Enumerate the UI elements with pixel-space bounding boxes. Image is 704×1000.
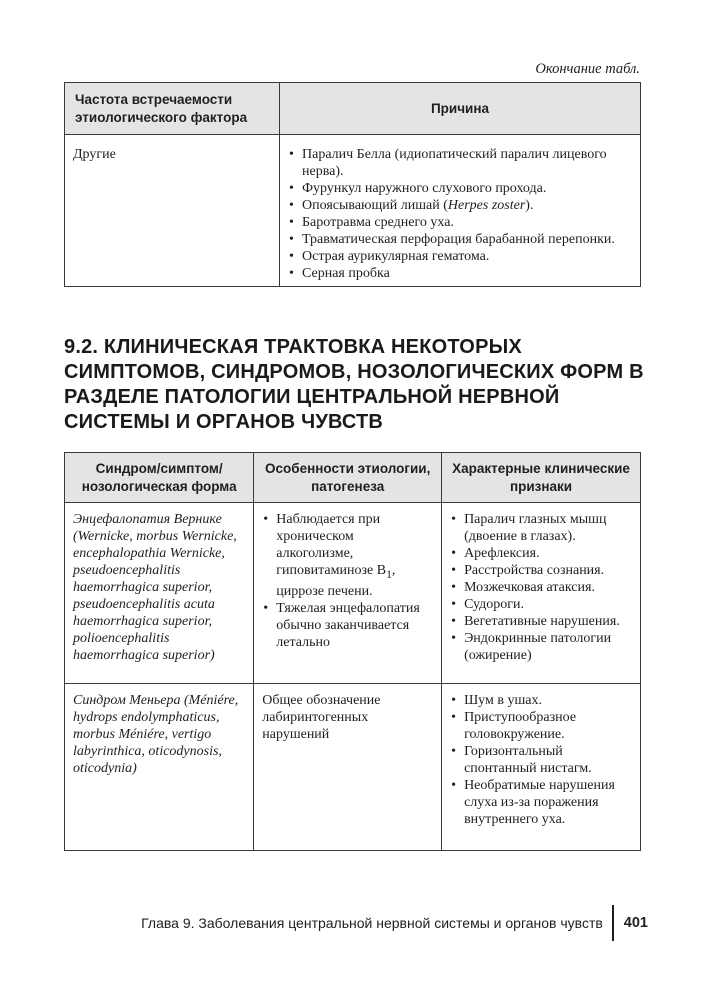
syndromes-table: [64, 452, 641, 851]
list-item: • Расстройства сознания.: [450, 562, 632, 579]
subscript: 1: [386, 567, 392, 581]
column-header-frequency: Частота встречаемости этиологического фактора: [65, 83, 280, 135]
table-header-row: [65, 83, 641, 135]
etiology-list: [262, 511, 433, 651]
list-item: • Шум в ушах.: [450, 692, 632, 709]
table-row: [65, 684, 641, 851]
causes-list: [288, 146, 632, 282]
etiology-cell: [254, 503, 442, 684]
list-item: • Паралич глазных мышц (двоение в глазах).: [450, 511, 632, 545]
list-item: • Тяжелая энцефалопатия обычно заканчивается летально: [262, 600, 433, 651]
list-item: • Арефлексия.: [450, 545, 632, 562]
list-item: [262, 511, 433, 600]
list-item: • Приступообразное головокружение.: [450, 709, 632, 743]
signs-cell: [442, 684, 641, 851]
table-row: [65, 503, 641, 684]
list-item-text: Опоясывающий лишай (: [302, 198, 448, 213]
latin-term: Herpes zoster: [447, 198, 526, 213]
column-header-cause: Причина: [280, 83, 641, 135]
list-item: • Травматическая перфорация барабанной перепонки.: [288, 231, 632, 248]
syndrome-cell: Энцефалопатия Вернике (Wernicke, morbus Wernicke, encephalopathia Wernicke, pseudoencephalitis haemorrhagica superior, pseudoencephalitis acuta haemorrhagica superior, polioencephalitis haemorrhagica superior): [65, 503, 254, 684]
table-header-row: [65, 453, 641, 503]
list-item-text-tail: ).: [525, 198, 534, 213]
list-item-text-tail: , циррозе печени.: [276, 563, 396, 599]
list-item: • Паралич Белла (идиопатический паралич лицевого нерва).: [288, 146, 632, 180]
list-item-text: Наблюдается при хроническом алкоголизме, гиповитаминозе B: [276, 512, 387, 578]
frequency-cell: Другие: [65, 135, 280, 287]
list-item: • Горизонтальный спонтанный нистагм.: [450, 743, 632, 777]
list-item: • Фурункул наружного слухового прохода.: [288, 180, 632, 197]
list-item: • Судороги.: [450, 596, 632, 613]
column-header-signs: Характерные клинические признаки: [442, 453, 641, 503]
column-header-syndrome: Синдром/симптом/ нозологическая форма: [65, 453, 254, 503]
signs-list: [450, 692, 632, 828]
footer-divider: [612, 905, 614, 941]
causes-cell: [280, 135, 641, 287]
page-number: 401: [623, 915, 648, 931]
list-item: • Баротравма среднего уха.: [288, 214, 632, 231]
signs-list: [450, 511, 632, 664]
etiology-cell: Общее обозначение лабиринтогенных нарушений: [254, 684, 442, 851]
causes-table: [64, 82, 641, 287]
table-row: [65, 135, 641, 287]
list-item: • Острая аурикулярная гематома.: [288, 248, 632, 265]
list-item: • Серная пробка: [288, 265, 632, 282]
section-title: 9.2. КЛИНИЧЕСКАЯ ТРАКТОВКА НЕКОТОРЫХ СИМПТОМОВ, СИНДРОМОВ, НОЗОЛОГИЧЕСКИХ ФОРМ В РАЗДЕЛЕ ПАТОЛОГИИ ЦЕНТРАЛЬНОЙ НЕРВНОЙ СИСТЕМЫ И ОРГАНОВ ЧУВСТВ: [64, 336, 644, 433]
list-item: • Вегетативные нарушения.: [450, 613, 632, 630]
list-item: [288, 197, 632, 214]
list-item: • Эндокринные патологии (ожирение): [450, 630, 632, 664]
column-header-etiology: Особенности этиологии, патогенеза: [254, 453, 442, 503]
syndrome-cell: Синдром Меньера (Méniére, hydrops endolymphaticus, morbus Méniére, vertigo labyrinthica, oticodynosis, oticodynia): [65, 684, 254, 851]
signs-cell: [442, 503, 641, 684]
list-item: • Мозжечковая атаксия.: [450, 579, 632, 596]
chapter-title: Глава 9. Заболевания центральной нервной системы и органов чувств: [141, 915, 603, 931]
page-footer: [141, 905, 648, 941]
list-item: • Необратимые нарушения слуха из-за поражения внутреннего уха.: [450, 777, 632, 828]
continuation-note: Окончание табл.: [535, 61, 640, 77]
